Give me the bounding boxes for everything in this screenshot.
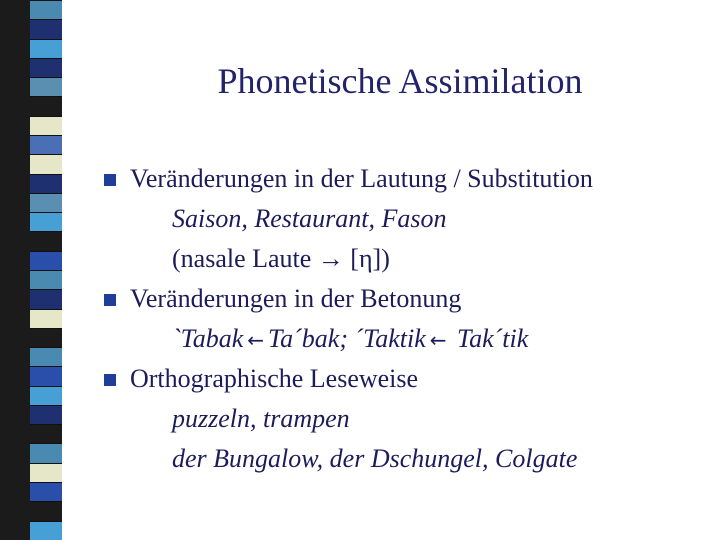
stripe-block bbox=[30, 193, 62, 212]
stripe-block bbox=[30, 405, 62, 424]
stress-example-1: `Tabak bbox=[172, 324, 244, 353]
stripe-block bbox=[30, 135, 62, 154]
stripe-block bbox=[30, 116, 62, 135]
stripe-block bbox=[30, 501, 62, 520]
bullet-3-text: Orthographische Leseweise bbox=[130, 364, 419, 393]
stress-example-2: Ta´bak; ´Taktik bbox=[268, 324, 426, 353]
stripe-block bbox=[30, 270, 62, 289]
bullet-2-example bbox=[172, 324, 528, 355]
decorative-stripe bbox=[0, 0, 62, 540]
bullet-square-icon bbox=[104, 374, 116, 386]
stripe-block bbox=[30, 212, 62, 231]
bullet-3-example-1: puzzeln, trampen bbox=[172, 404, 350, 433]
bullet-3-example-2: der Bungalow, der Dschungel, Colgate bbox=[172, 444, 578, 473]
stripe-edge bbox=[0, 0, 30, 540]
stripe-block bbox=[30, 231, 62, 250]
stripe-block bbox=[30, 58, 62, 77]
stripe-block bbox=[30, 251, 62, 270]
stress-example-3: Tak´tik bbox=[450, 324, 529, 353]
stripe-block bbox=[30, 463, 62, 482]
stripe-block bbox=[30, 309, 62, 328]
stripe-block bbox=[30, 19, 62, 38]
stripe-block bbox=[30, 347, 62, 366]
stripe-block bbox=[30, 328, 62, 347]
stripe-block bbox=[30, 482, 62, 501]
stripe-block bbox=[30, 386, 62, 405]
bullet-1-example-2: (nasale Laute → [η]) bbox=[172, 244, 390, 273]
stripe-block bbox=[30, 424, 62, 443]
left-arrow-icon: ← bbox=[247, 328, 265, 352]
stripe-block bbox=[30, 443, 62, 462]
bullet-1-example-1: Saison, Restaurant, Fason bbox=[172, 204, 447, 233]
stripe-block bbox=[30, 39, 62, 58]
stripe-block bbox=[30, 521, 62, 540]
slide-title: Phonetische Assimilation bbox=[217, 61, 583, 101]
bullet-square-icon bbox=[104, 294, 116, 306]
stripe-blocks bbox=[30, 0, 62, 540]
left-arrow-icon: ← bbox=[429, 328, 447, 352]
stripe-block bbox=[30, 0, 62, 19]
bullet-1-text: Veränderungen in der Lautung / Substitution bbox=[130, 164, 593, 193]
stripe-block bbox=[30, 154, 62, 173]
stripe-block bbox=[30, 366, 62, 385]
stripe-block bbox=[30, 77, 62, 96]
stripe-block bbox=[30, 96, 62, 115]
stripe-block bbox=[30, 289, 62, 308]
bullet-square-icon bbox=[104, 174, 116, 186]
bullet-2-text: Veränderungen in der Betonung bbox=[130, 284, 462, 313]
stripe-block bbox=[30, 174, 62, 193]
